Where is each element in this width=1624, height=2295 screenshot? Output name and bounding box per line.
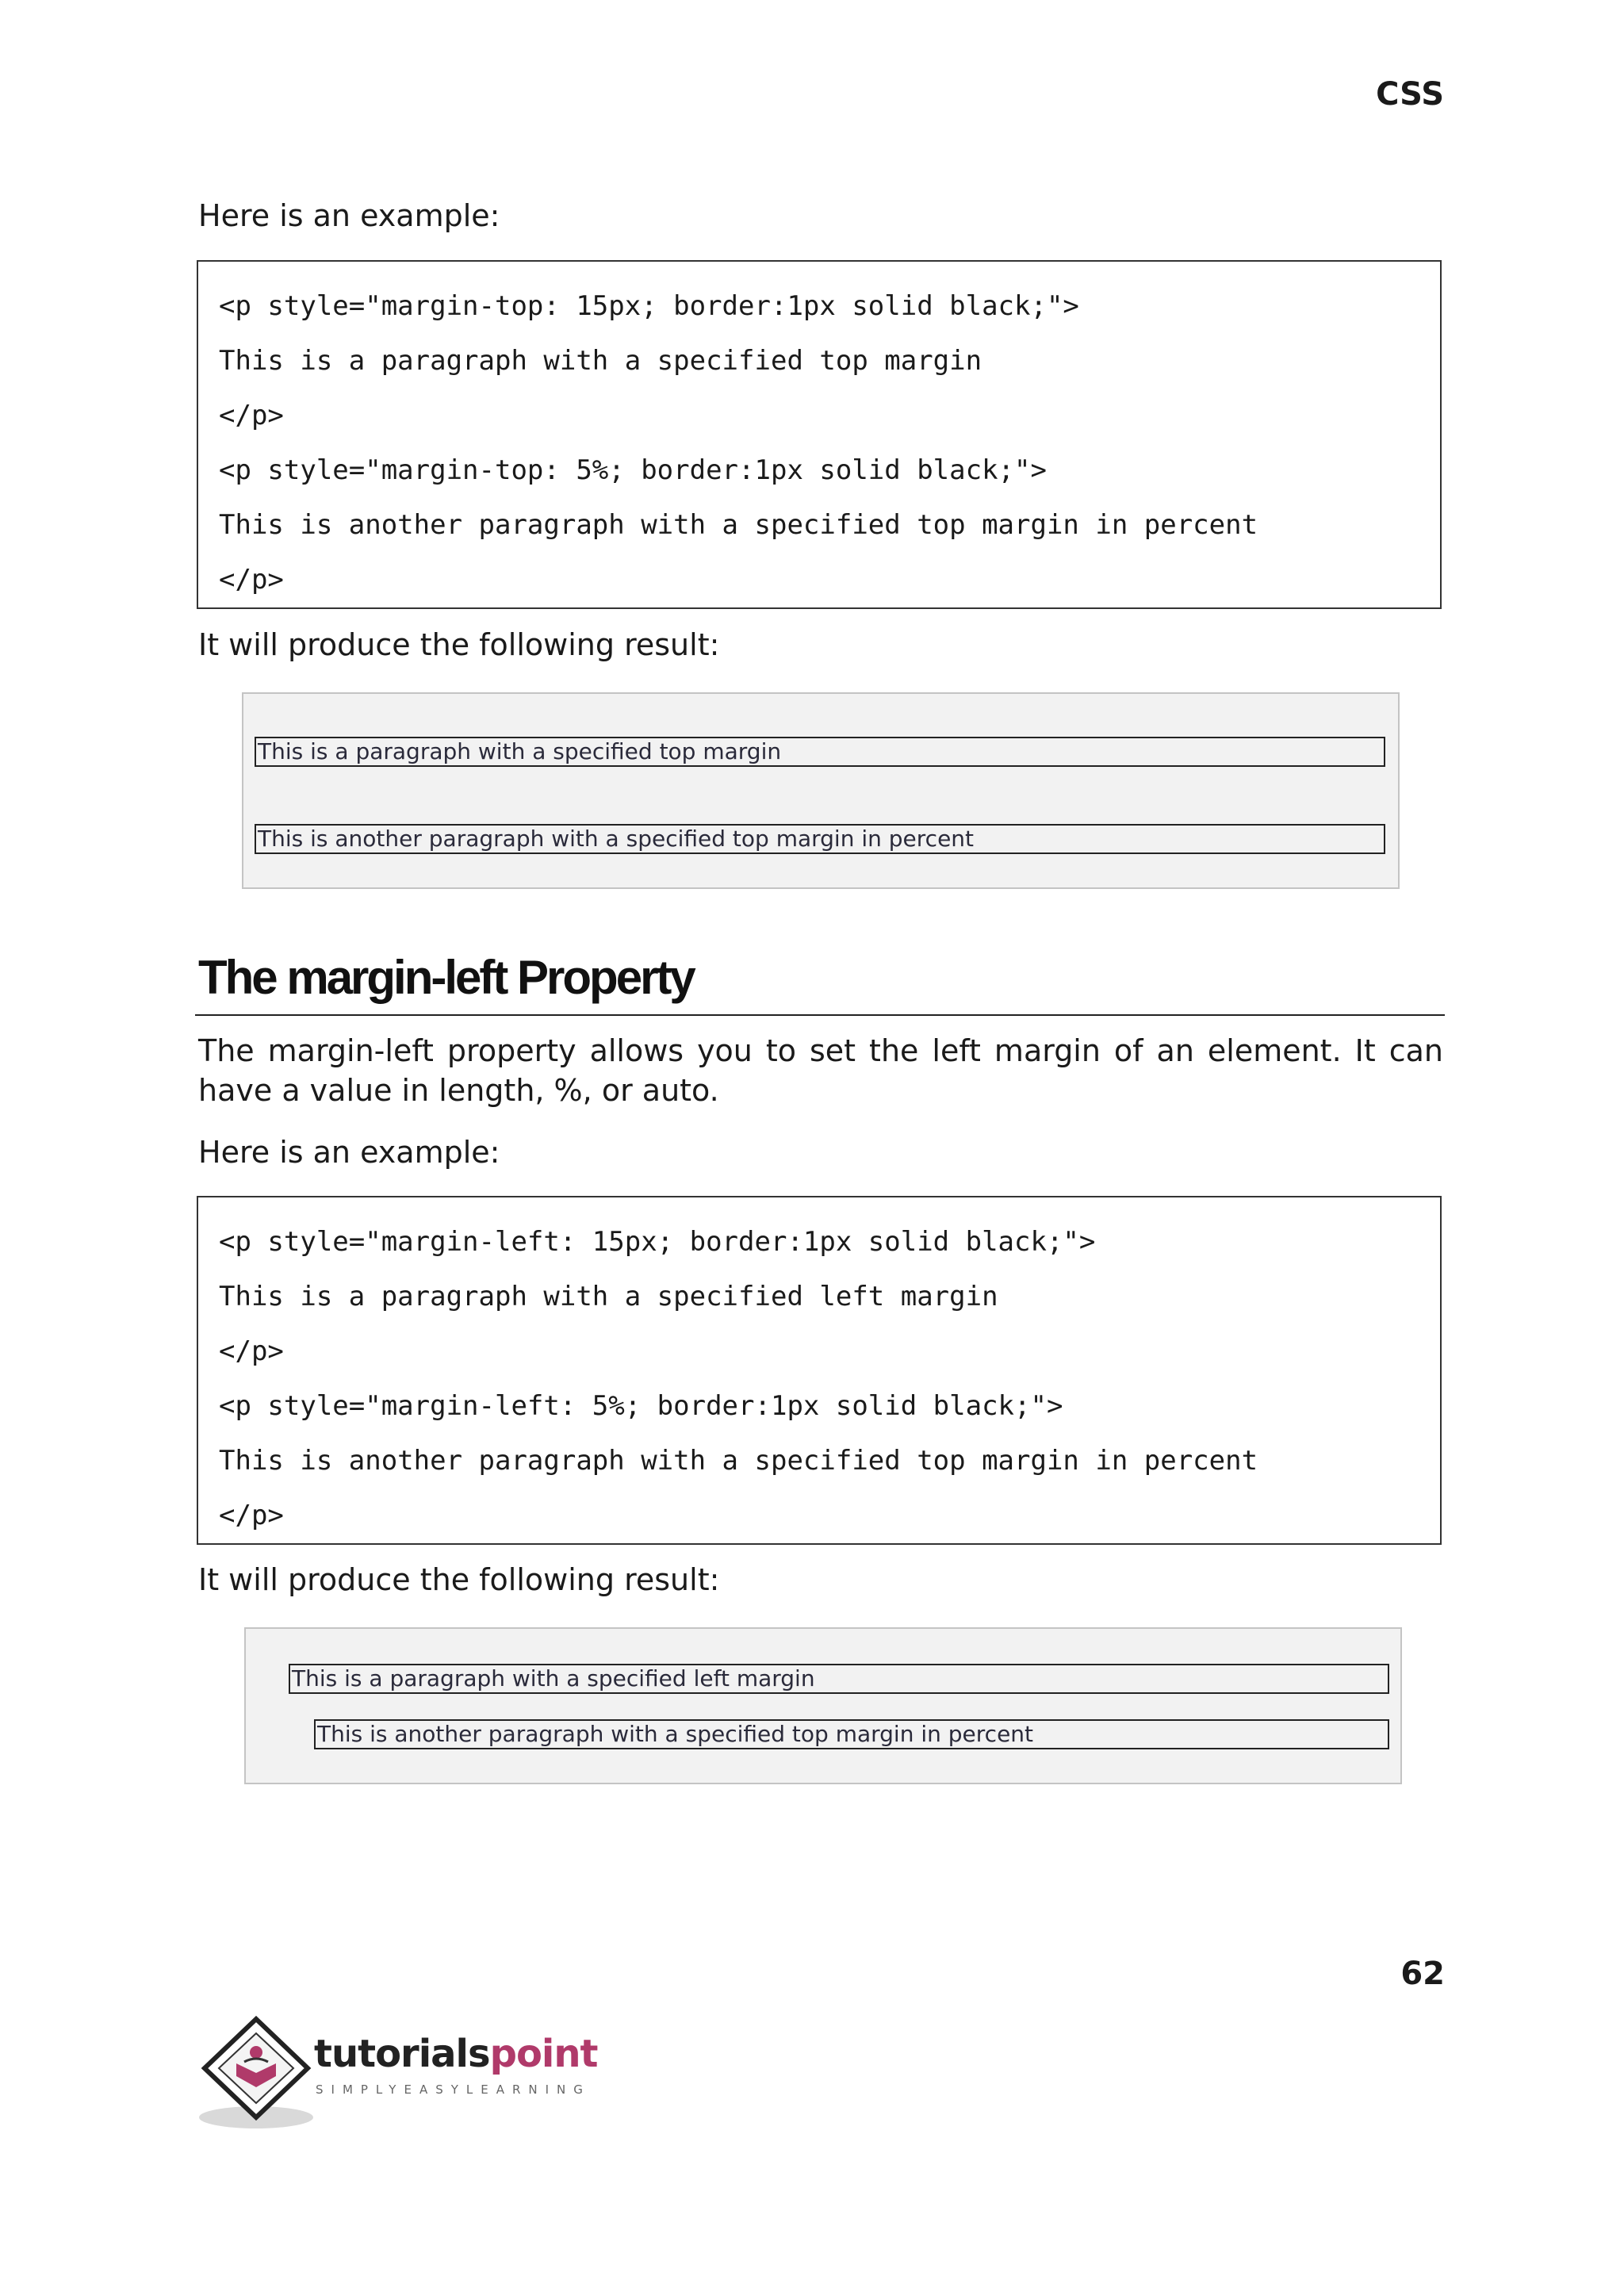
code-line: This is a paragraph with a specified left margin: [219, 1281, 998, 1312]
logo-wordmark-part: tutorials: [314, 2032, 490, 2076]
logo-tagline: SIMPLYEASYLEARNING: [316, 2082, 591, 2097]
result-paragraph: This is a paragraph with a specified left margin: [289, 1664, 1389, 1694]
section-heading: The margin-left Property: [198, 951, 694, 1004]
section-description: The margin-left property allows you to set the left margin of an element. It can have a value in length, %, or auto.: [198, 1033, 1443, 1108]
code-line: </p>: [219, 564, 284, 596]
result-intro-2: It will produce the following result:: [198, 1562, 720, 1597]
code-line: </p>: [219, 400, 284, 431]
result-paragraph: This is another paragraph with a specified top margin in percent: [314, 1719, 1389, 1749]
result-preview-1: [242, 692, 1400, 889]
result-intro-1: It will produce the following result:: [198, 627, 720, 662]
code-line: </p>: [219, 1500, 284, 1531]
logo-wordmark: [314, 2032, 597, 2076]
result-paragraph: This is another paragraph with a specified top margin in percent: [255, 824, 1385, 854]
code-line: This is another paragraph with a specified top margin in percent: [219, 509, 1258, 541]
logo-wordmark-part: point: [489, 2032, 598, 2076]
code-line: <p style="margin-top: 5%; border:1px solid black;">: [219, 454, 1047, 486]
result-preview-2: [244, 1627, 1402, 1784]
code-block-1: [197, 260, 1442, 609]
code-line: <p style="margin-left: 5%; border:1px solid black;">: [219, 1390, 1063, 1422]
running-header: CSS: [1376, 76, 1444, 113]
page-number: 62: [1400, 1956, 1445, 1992]
tutorialspoint-logo: [197, 2014, 609, 2133]
section-divider: [195, 1014, 1445, 1016]
code-line: <p style="margin-left: 15px; border:1px solid black;">: [219, 1226, 1096, 1258]
code-line: This is another paragraph with a specified top margin in percent: [219, 1445, 1258, 1477]
code-line: This is a paragraph with a specified top margin: [219, 345, 982, 377]
example-intro-1: Here is an example:: [198, 198, 500, 233]
code-line: </p>: [219, 1335, 284, 1367]
example-intro-2: Here is an example:: [198, 1135, 500, 1170]
logo-diamond-icon: [197, 2014, 316, 2133]
code-block-2: [197, 1196, 1442, 1545]
result-paragraph: This is a paragraph with a specified top margin: [255, 737, 1385, 767]
code-line: <p style="margin-top: 15px; border:1px solid black;">: [219, 290, 1079, 322]
